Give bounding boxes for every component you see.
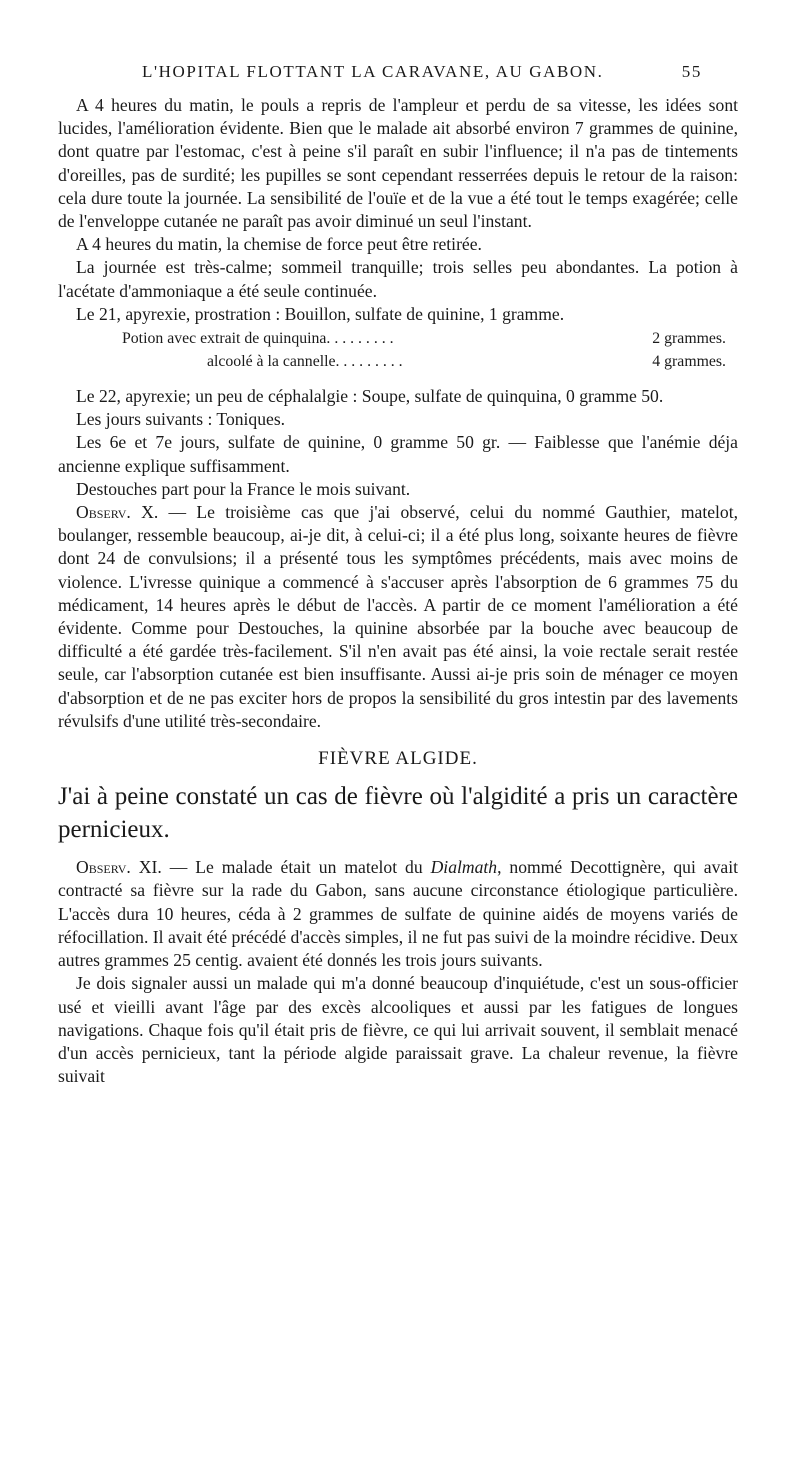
paragraph-calm-day: La journée est très-calme; sommeil tranquille; trois selles peu abondantes. La potion à l'acétate d'ammoniaque a été seule continuée. bbox=[58, 257, 738, 301]
section-heading: FIÈVRE ALGIDE. bbox=[318, 748, 478, 770]
prescription-item: alcoolé à la cannelle. . . . . . . . . bbox=[207, 353, 403, 371]
paragraph-departure: Destouches part pour la France le mois suivant. bbox=[76, 478, 411, 499]
paragraph-observation-x bbox=[58, 501, 738, 733]
paragraph-observation-xi bbox=[58, 856, 738, 972]
ship-name: Dialmath bbox=[430, 857, 498, 878]
paragraph-straitjacket: A 4 heures du matin, la chemise de force peut être retirée. bbox=[76, 234, 482, 255]
paragraph-day-22: Le 22, apyrexie; un peu de céphalalgie : Soupe, sulfate de quinquina, 0 gramme 50. bbox=[76, 386, 664, 407]
page-number: 55 bbox=[681, 62, 702, 81]
paragraph-following-days: Les jours suivants : Toniques. bbox=[76, 409, 286, 430]
prescription-item: Potion avec extrait de quinquina. . . . . . . . . bbox=[122, 330, 394, 348]
running-header bbox=[112, 62, 702, 86]
prescription-row bbox=[58, 350, 738, 373]
paragraph-days-6-7: Les 6e et 7e jours, sulfate de quinine, 0 gramme 50 gr. — Faiblesse que l'anémie déja ancienne explique suffisamment. bbox=[58, 432, 738, 476]
paragraph-algid-intro: J'ai à peine constaté un cas de fièvre où l'algidité a pris un caractère pernicieux. bbox=[58, 783, 738, 844]
observation-label: Observ. X. bbox=[76, 502, 159, 523]
paragraph-recovery-4am: A 4 heures du matin, le pouls a repris de l'ampleur et perdu de sa vitesse, les idées sont lucides, l'amélioration évidente. Bien que le malade ait absorbé environ 7 grammes de quinine, dont quatre par l'estomac, c'est à peine s'il paraît en subir l'influence; il n'a pas de tintements d'oreilles, pas de surdité; les pupilles se sont cependant resserrées depuis le retour de la raison: cela dure toute la journée. La sensibilité de l'ouïe et de la vue a été tout le temps exagérée; celle de l'enveloppe cutanée ne paraît pas avoir diminué un seul l'instant. bbox=[58, 95, 738, 232]
prescription-quantity: 4 grammes. bbox=[652, 353, 726, 371]
observation-text: — Le troisième cas que j'ai observé, celui du nommé Gauthier, matelot, boulanger, ressemble beaucoup, ai-je dit, à celui-ci; il a été plus long, soixante heures de fièvre dont 24 de convulsions; il a présenté tous les symptômes précédents, mais avec moins de violence. L'ivresse quinique a commencé à s'accuser après l'absorption de 6 grammes 75 du médicament, 14 heures après le début de l'accès. A partir de ce moment l'amélioration a été évidente. Comme pour Destouches, la quinine absorbée par la bouche avec beaucoup de difficulté a été gardée très-facilement. S'il n'en avait pas été ainsi, la voie rectale serait restée seule, car l'absorption cutanée est bien insuffisante. Aussi ai-je pris soin de ménager ce moyen d'absorption et de ne pas exciter hors de propos la sensibilité du gros intestin par des lavements révulsifs d'une utilité très-secondaire. bbox=[58, 502, 738, 731]
spacer bbox=[58, 375, 738, 385]
paragraph-day-21: Le 21, apyrexie, prostration : Bouillon, sulfate de quinine, 1 gramme. bbox=[76, 303, 565, 324]
paragraph-non-commissioned-officer: Je dois signaler aussi un malade qui m'a donné beaucoup d'inquiétude, c'est un sous-officier usé et vieilli avant l'âge par des excès alcooliques et aussi par les fatigues de longues navigations. Chaque fois qu'il était pris de fièvre, ce qui lui arrivait souvent, il semblait menacé d'un accès pernicieux, tant la période algide paraissait grave. La chaleur revenue, la fièvre suivait bbox=[58, 973, 738, 1087]
observation-label: Observ. XI. bbox=[76, 857, 162, 878]
prescription-row bbox=[58, 327, 738, 350]
running-title: L'HOPITAL FLOTTANT LA CARAVANE, AU GABON. bbox=[142, 62, 604, 81]
page-body bbox=[58, 94, 738, 1088]
observation-text: — Le malade était un matelot du bbox=[169, 857, 431, 878]
observation-text: , nommé Decottignère, qui avait contracté sa fièvre sur la rade du Gabon, sans aucune circonstance étiologique particulière. L'accès dura 10 heures, céda à 2 grammes de sulfate de quinine aidés de moyens variés de réfocillation. Il avait été précédé d'accès simples, il ne fut pas suivi de la moindre récidive. Deux autres grammes 25 centig. avaient été donnés les trois jours suivants. bbox=[58, 857, 738, 971]
prescription-quantity: 2 grammes. bbox=[652, 330, 726, 348]
potion-prescription bbox=[58, 327, 738, 375]
